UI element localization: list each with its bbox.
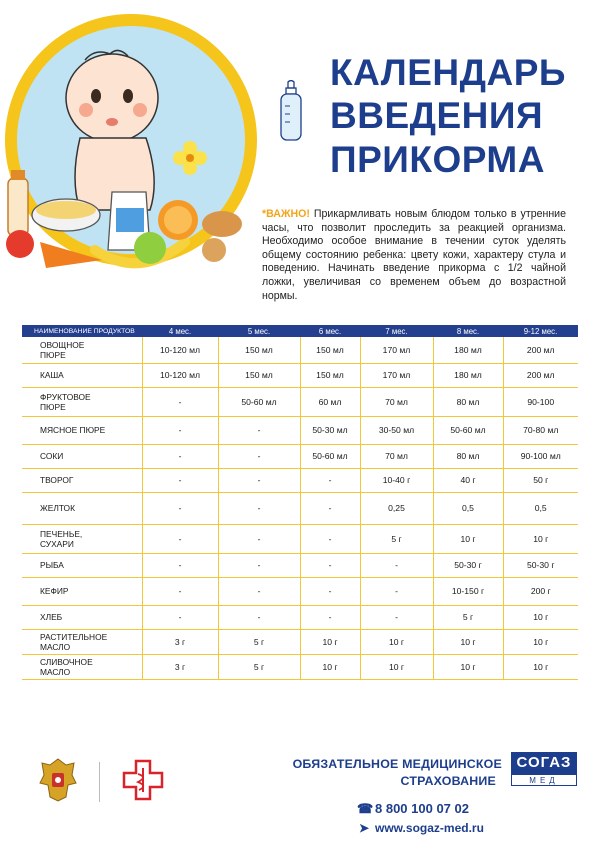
amount-cell: - <box>142 387 218 416</box>
page-title-line-2: ВВЕДЕНИЯ <box>330 95 544 136</box>
table-row <box>22 363 578 387</box>
amount-cell: 40 г <box>433 468 503 492</box>
footer-divider <box>99 762 100 802</box>
amount-cell: 10 г <box>503 524 578 553</box>
table-row <box>22 553 578 577</box>
table-row <box>22 444 578 468</box>
amount-cell: 70 мл <box>360 444 433 468</box>
product-name-cell: ФРУКТОВОЕ ПЮРЕ <box>22 387 142 416</box>
amount-cell: - <box>300 468 360 492</box>
product-name-cell: МЯСНОЕ ПЮРЕ <box>22 416 142 444</box>
amount-cell: - <box>300 553 360 577</box>
table-row <box>22 605 578 629</box>
website-link[interactable]: www.sogaz-med.ru <box>375 821 484 835</box>
amount-cell: 3 г <box>142 629 218 654</box>
amount-cell: 80 мл <box>433 444 503 468</box>
emblem-icon <box>38 755 78 803</box>
table-row <box>22 524 578 553</box>
amount-cell: 10-150 г <box>433 577 503 605</box>
amount-cell: 10-120 мл <box>142 337 218 363</box>
amount-cell: 70-80 мл <box>503 416 578 444</box>
amount-cell: 60 мл <box>300 387 360 416</box>
oms-title-line-1: ОБЯЗАТЕЛЬНОЕ МЕДИЦИНСКОЕ <box>292 757 502 771</box>
amount-cell: - <box>218 524 300 553</box>
table-row <box>22 654 578 679</box>
bottle-icon <box>276 80 306 142</box>
product-name-cell: РАСТИТЕЛЬНОЕ МАСЛО <box>22 629 142 654</box>
amount-cell: - <box>142 468 218 492</box>
amount-cell: 10 г <box>300 654 360 679</box>
amount-cell: 30-50 мл <box>360 416 433 444</box>
product-name-cell: СОКИ <box>22 444 142 468</box>
amount-cell: 70 мл <box>360 387 433 416</box>
amount-cell: 50-30 г <box>503 553 578 577</box>
amount-cell: 50-60 мл <box>433 416 503 444</box>
amount-cell: 3 г <box>142 654 218 679</box>
amount-cell: 180 мл <box>433 363 503 387</box>
amount-cell: 10 г <box>433 654 503 679</box>
header-5-months: 5 мес. <box>218 325 300 337</box>
phone-number[interactable]: 8 800 100 07 02 <box>375 801 469 816</box>
product-name-cell: КЕФИР <box>22 577 142 605</box>
product-name-cell: ЖЕЛТОК <box>22 492 142 524</box>
product-name-cell: СЛИВОЧНОЕ МАСЛО <box>22 654 142 679</box>
important-label: *ВАЖНО! <box>262 208 310 220</box>
amount-cell: 0,5 <box>503 492 578 524</box>
amount-cell: 0,5 <box>433 492 503 524</box>
amount-cell: - <box>142 553 218 577</box>
baby-illustration <box>0 10 262 280</box>
page-title-line-1: КАЛЕНДАРЬ <box>330 52 566 93</box>
amount-cell: - <box>218 553 300 577</box>
amount-cell: 5 г <box>433 605 503 629</box>
header-6-months: 6 мес. <box>300 325 360 337</box>
table-row <box>22 337 578 363</box>
amount-cell: - <box>300 492 360 524</box>
amount-cell: 180 мл <box>433 337 503 363</box>
amount-cell: 10 г <box>433 629 503 654</box>
header-products: НАИМЕНОВАНИЕ ПРОДУКТОВ <box>22 325 142 337</box>
amount-cell: 50-30 г <box>433 553 503 577</box>
cursor-icon: ➤ <box>358 821 370 835</box>
amount-cell: 50-60 мл <box>300 444 360 468</box>
amount-cell: - <box>360 553 433 577</box>
amount-cell: 10 г <box>433 524 503 553</box>
amount-cell: 200 г <box>503 577 578 605</box>
table-row <box>22 468 578 492</box>
medical-cross-icon <box>121 758 165 802</box>
amount-cell: 150 мл <box>300 363 360 387</box>
oms-title-line-2: СТРАХОВАНИЕ <box>400 774 496 788</box>
header-8-months: 8 мес. <box>433 325 503 337</box>
amount-cell: - <box>142 524 218 553</box>
amount-cell: 200 мл <box>503 363 578 387</box>
amount-cell: 50-60 мл <box>218 387 300 416</box>
feeding-table <box>22 325 578 680</box>
amount-cell: 170 мл <box>360 337 433 363</box>
header-7-months: 7 мес. <box>360 325 433 337</box>
amount-cell: 10 г <box>503 629 578 654</box>
amount-cell: - <box>300 524 360 553</box>
amount-cell: 10 г <box>503 654 578 679</box>
website-row[interactable] <box>357 821 484 835</box>
amount-cell: 0,25 <box>360 492 433 524</box>
important-note <box>262 208 566 303</box>
logo-bottom-text: МЕД <box>511 774 577 786</box>
amount-cell: - <box>142 416 218 444</box>
amount-cell: 150 мл <box>218 363 300 387</box>
table-row <box>22 492 578 524</box>
amount-cell: 10 г <box>360 629 433 654</box>
important-text: Прикармливать новым блюдом только в утренние часы, что позволит проследить за реакцией организма. Необходимо особое внимание в течении суток уделять общему состоянию ребенка: цвету кожи, характеру стула и поведению. Начинать введение прикорма с 1/2 чайной ложки, увеличивая со временем объем до возрастной нормы. <box>262 208 566 302</box>
amount-cell: 200 мл <box>503 337 578 363</box>
amount-cell: 50 г <box>503 468 578 492</box>
amount-cell: - <box>142 577 218 605</box>
amount-cell: - <box>218 492 300 524</box>
product-name-cell: РЫБА <box>22 553 142 577</box>
amount-cell: - <box>218 468 300 492</box>
amount-cell: 170 мл <box>360 363 433 387</box>
header-4-months: 4 мес. <box>142 325 218 337</box>
amount-cell: 10-120 мл <box>142 363 218 387</box>
header-9-12-months: 9-12 мес. <box>503 325 578 337</box>
amount-cell: 90-100 мл <box>503 444 578 468</box>
amount-cell: 10-40 г <box>360 468 433 492</box>
amount-cell: 10 г <box>300 629 360 654</box>
sogaz-logo <box>511 752 577 786</box>
product-name-cell: ПЕЧЕНЬЕ, СУХАРИ <box>22 524 142 553</box>
table-row <box>22 577 578 605</box>
table-row <box>22 416 578 444</box>
logo-top-text: СОГАЗ <box>511 752 577 774</box>
amount-cell: - <box>360 577 433 605</box>
amount-cell: 5 г <box>360 524 433 553</box>
product-name-cell: ХЛЕБ <box>22 605 142 629</box>
amount-cell: 80 мл <box>433 387 503 416</box>
product-name-cell: КАША <box>22 363 142 387</box>
product-name-cell: ТВОРОГ <box>22 468 142 492</box>
amount-cell: - <box>218 577 300 605</box>
phone-icon: ☎ <box>357 801 374 816</box>
amount-cell: 10 г <box>360 654 433 679</box>
amount-cell: - <box>142 492 218 524</box>
amount-cell: - <box>218 605 300 629</box>
amount-cell: - <box>360 605 433 629</box>
amount-cell: - <box>300 605 360 629</box>
amount-cell: - <box>142 444 218 468</box>
amount-cell: 90-100 <box>503 387 578 416</box>
amount-cell: 10 г <box>503 605 578 629</box>
amount-cell: 150 мл <box>300 337 360 363</box>
page-title-line-3: ПРИКОРМА <box>330 139 545 180</box>
amount-cell: 150 мл <box>218 337 300 363</box>
table-row <box>22 629 578 654</box>
table-header-row <box>22 325 578 337</box>
amount-cell: 5 г <box>218 654 300 679</box>
amount-cell: 50-30 мл <box>300 416 360 444</box>
amount-cell: - <box>300 577 360 605</box>
phone-row[interactable] <box>357 801 469 817</box>
amount-cell: 5 г <box>218 629 300 654</box>
amount-cell: - <box>142 605 218 629</box>
amount-cell: - <box>218 444 300 468</box>
product-name-cell: ОВОЩНОЕ ПЮРЕ <box>22 337 142 363</box>
amount-cell: - <box>218 416 300 444</box>
table-row <box>22 387 578 416</box>
